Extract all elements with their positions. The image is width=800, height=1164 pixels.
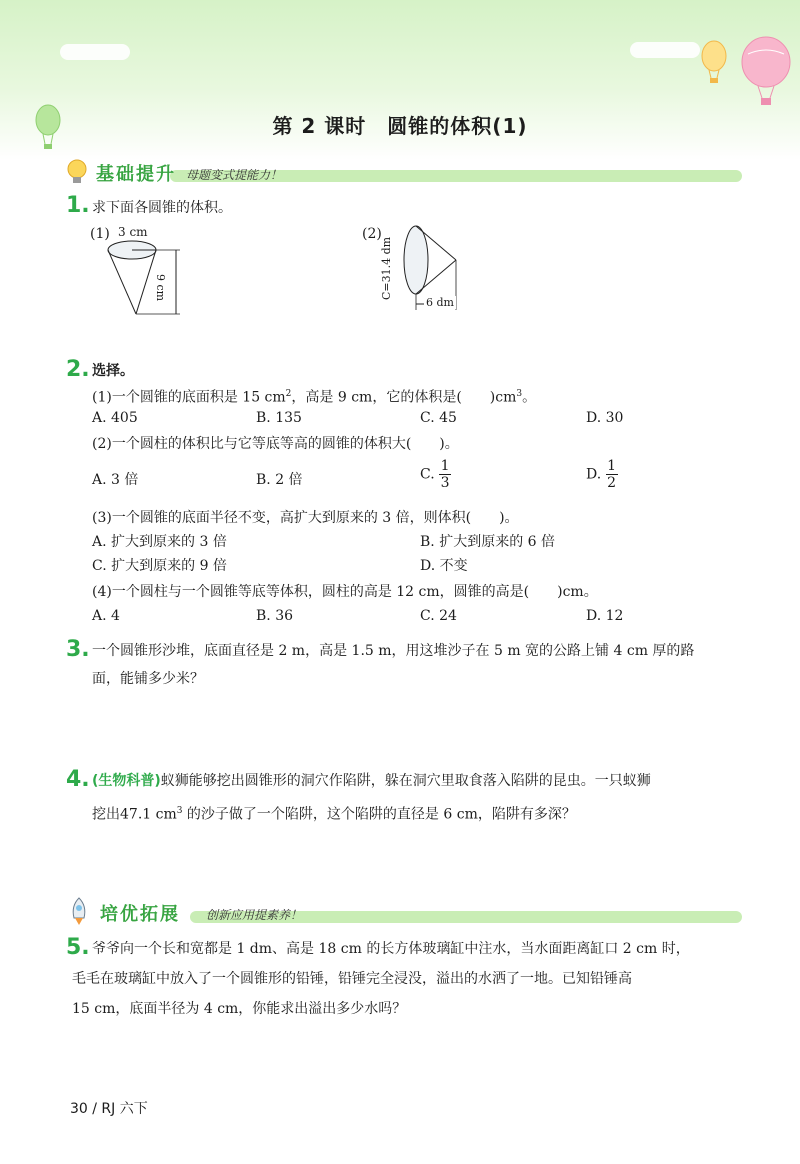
fraction-numerator: 1 (440, 458, 450, 474)
section-slogan: 母题变式提能力！ (186, 168, 283, 182)
subquestion-text: (1)一个圆锥的底面积是 15 cm (92, 389, 286, 406)
subquestion-1 (92, 382, 536, 410)
option-letter: C. (420, 466, 435, 483)
question-text-line: 毛毛在玻璃缸中放入了一个圆锥形的铅锤，铅锤完全浸没，溢出的水洒了一地。已知铅锤高 (72, 971, 632, 987)
option-c[interactable]: C. 45 (420, 410, 457, 426)
question-text: 蚁狮能够挖出圆锥形的洞穴作陷阱，躲在洞穴里取食落入陷阱的昆虫。一只蚁狮 (160, 773, 651, 789)
balloon-icon (696, 40, 732, 84)
question-number: 2. (66, 357, 90, 382)
fraction-numerator: 1 (607, 458, 617, 474)
question-text-line (92, 766, 651, 796)
subquestion-2: (2)一个圆柱的体积比与它等底等高的圆锥的体积大( )。 (92, 436, 459, 452)
cone-height-label: 9 cm (154, 274, 167, 302)
option-a[interactable]: A. 扩大到原来的 3 倍 (92, 534, 227, 550)
option-a[interactable]: A. 405 (92, 410, 138, 426)
section-badge: 培优拓展 (100, 904, 180, 925)
subquestion-text: ，高是 9 cm，它的体积是( )cm (291, 389, 517, 406)
cone-height-label: 6 dm (426, 296, 454, 309)
question-number: 3. (66, 637, 90, 662)
option-d[interactable]: D. 12 (586, 608, 624, 624)
option-b[interactable]: B. 扩大到原来的 6 倍 (420, 534, 555, 550)
fraction-denominator: 3 (440, 475, 450, 491)
lightbulb-icon (64, 158, 90, 186)
question-text-line: 爷爷向一个长和宽都是 1 dm、高是 18 cm 的长方体玻璃缸中注水，当水面距离缸口 2 cm 时， (92, 941, 690, 957)
option-c[interactable]: C. 24 (420, 608, 457, 624)
fraction-one-half (606, 458, 618, 491)
cone-top-diameter-label: 3 cm (118, 225, 148, 239)
option-d[interactable]: D. 不变 (420, 558, 468, 574)
page-number: 30 / RJ 六下 (70, 1101, 148, 1117)
option-a[interactable]: A. 4 (92, 608, 120, 624)
page-title: 第 2 课时 圆锥的体积(1) (272, 114, 528, 138)
balloon-icon (738, 36, 794, 108)
question-text: 的沙子做了一个陷阱，这个陷阱的直径是 6 cm，陷阱有多深？ (182, 806, 576, 823)
cloud-decoration (60, 44, 130, 60)
question-text-line (92, 796, 576, 830)
superscript: 3 (516, 389, 523, 399)
option-d[interactable] (586, 458, 618, 491)
question-text-line: 面，能铺多少米？ (92, 671, 204, 687)
option-a[interactable]: A. 3 倍 (92, 472, 139, 488)
question-number: 4. (66, 767, 90, 792)
question-text-line: 15 cm，底面半径为 4 cm，你能求出溢出多少水吗？ (72, 1001, 407, 1017)
rocket-icon (66, 896, 92, 926)
figure-label: (2) (362, 226, 382, 242)
superscript: 3 (176, 806, 183, 816)
section-slogan: 创新应用提素养！ (206, 908, 303, 922)
topic-tag: (生物科普) (92, 773, 161, 789)
option-d[interactable]: D. 30 (586, 410, 624, 426)
question-stem: 求下面各圆锥的体积。 (92, 200, 232, 216)
question-text: 挖出47.1 cm (92, 806, 177, 823)
option-c[interactable] (420, 458, 451, 491)
question-number: 5. (66, 935, 90, 960)
question-stem: 选择。 (92, 363, 134, 379)
superscript: 2 (285, 389, 292, 399)
option-b[interactable]: B. 135 (256, 410, 302, 426)
section-badge: 基础提升 (96, 164, 176, 185)
fraction-denominator: 2 (607, 475, 617, 491)
subquestion-3: (3)一个圆锥的底面半径不变，高扩大到原来的 3 倍，则体积( )。 (92, 510, 519, 526)
option-letter: D. (586, 466, 602, 483)
cloud-decoration (630, 42, 700, 58)
figure-label: (1) (90, 226, 110, 242)
option-c[interactable]: C. 扩大到原来的 9 倍 (92, 558, 227, 574)
fraction-one-third (439, 458, 451, 491)
option-b[interactable]: B. 36 (256, 608, 294, 624)
question-number: 1. (66, 193, 90, 218)
subquestion-text: 。 (522, 389, 537, 406)
question-text-line: 一个圆锥形沙堆，底面直径是 2 m，高是 1.5 m，用这堆沙子在 5 m 宽的公路上铺 4 cm 厚的路 (92, 643, 695, 659)
subquestion-4: (4)一个圆柱与一个圆锥等底等体积，圆柱的高是 12 cm，圆锥的高是( )cm。 (92, 584, 598, 600)
cone-circumference-label: C=31.4 dm (380, 236, 393, 300)
option-b[interactable]: B. 2 倍 (256, 472, 303, 488)
cone-figure-1 (100, 236, 190, 326)
